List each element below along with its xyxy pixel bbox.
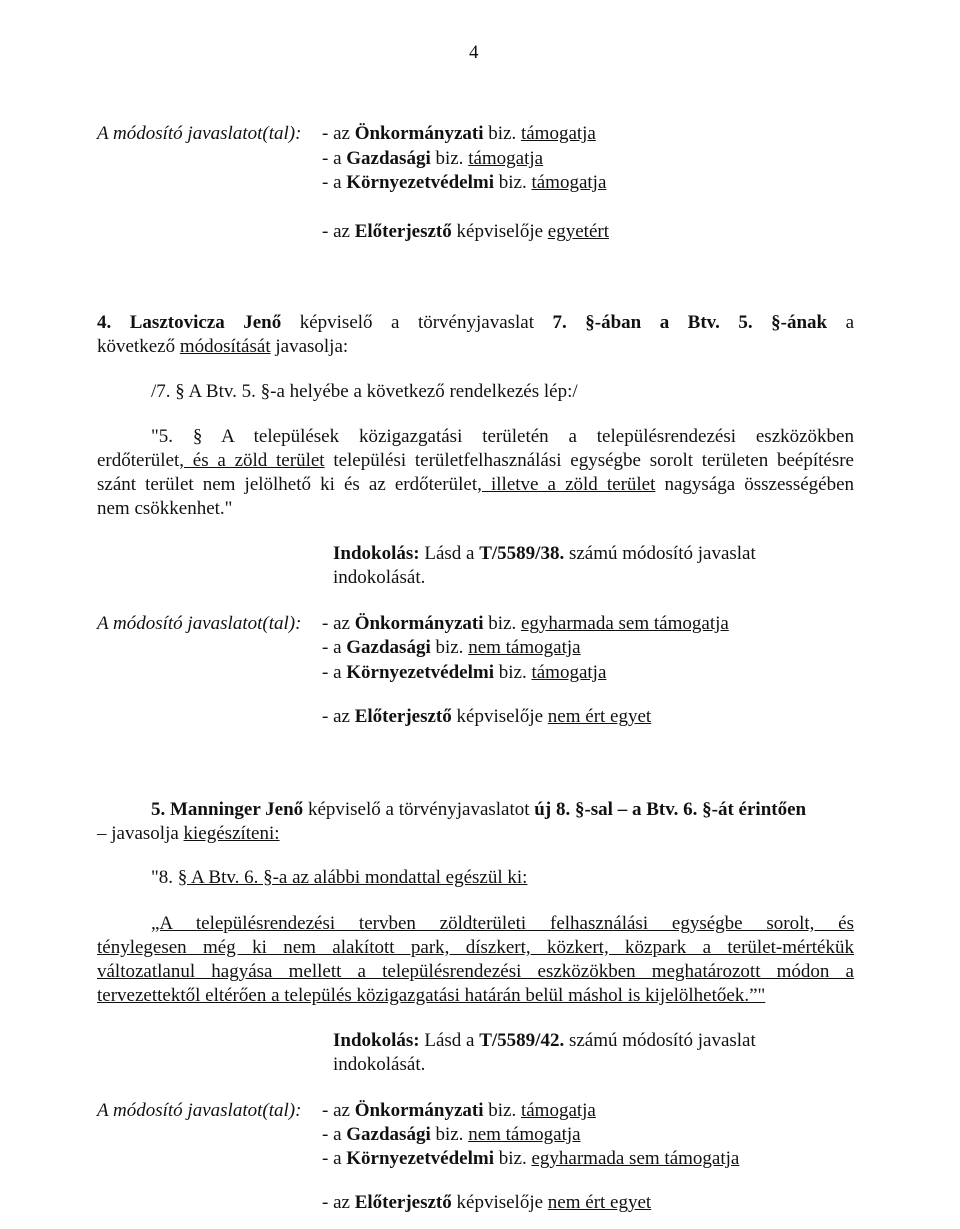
quote-line: tervezettektől eltérően a település közigazgatási határán belül máshol is kijelölhetőek.”"	[97, 985, 766, 1006]
item-heading: 4. Lasztovicza Jenő képviselő a törvényjavaslat 7. §-ában a Btv. 5. §-ának a	[97, 312, 855, 333]
vote-line: - a Gazdasági biz. támogatja	[322, 148, 544, 169]
amendment-directive: "8. § A Btv. 6. §-a az alábbi mondattal egészül ki:	[151, 867, 528, 888]
quote-line: szánt terület nem jelölhető ki és az erdőterület, illetve a zöld terület nagysága összességében	[97, 474, 855, 495]
vote-line: - az Önkormányzati biz. támogatja	[322, 1100, 596, 1121]
vote-line: - az Előterjesztő képviselője nem ért egyet	[322, 1192, 652, 1213]
vote-line: - a Gazdasági biz. nem támogatja	[322, 1124, 581, 1145]
vote-heading: A módosító javaslatot(tal):	[97, 1100, 302, 1121]
vote-line: - a Gazdasági biz. nem támogatja	[322, 637, 581, 658]
page-number: 4	[469, 42, 479, 63]
justification: Indokolás: Lásd a T/5589/38. számú módosító javaslat	[333, 543, 756, 564]
justification-cont: indokolását.	[333, 1054, 426, 1075]
vote-line: - a Környezetvédelmi biz. támogatja	[322, 172, 607, 193]
vote-line: - a Környezetvédelmi biz. egyharmada sem támogatja	[322, 1148, 740, 1169]
quote-line: „A településrendezési tervben zöldterületi felhasználási egységbe sorolt, és	[151, 913, 854, 934]
vote-line: - az Önkormányzati biz. támogatja	[322, 123, 596, 144]
vote-line: - a Környezetvédelmi biz. támogatja	[322, 662, 607, 683]
vote-heading: A módosító javaslatot(tal):	[97, 613, 302, 634]
quote-line: "5. § A települések közigazgatási területén a településrendezési eszközökben	[151, 426, 854, 447]
quote-line: erdőterület, és a zöld terület települési területfelhasználási egységbe sorolt területen beépítésre	[97, 450, 854, 471]
item-heading-cont: – javasolja kiegészíteni:	[97, 823, 280, 844]
vote-line: - az Előterjesztő képviselője nem ért egyet	[322, 706, 652, 727]
vote-line: - az Előterjesztő képviselője egyetért	[322, 221, 609, 242]
justification-cont: indokolását.	[333, 567, 426, 588]
vote-heading: A módosító javaslatot(tal):	[97, 123, 302, 144]
item-heading: 5. Manninger Jenő képviselő a törvényjavaslatot új 8. §-sal – a Btv. 6. §-át érintően	[151, 799, 807, 820]
amendment-directive: /7. § A Btv. 5. §-a helyébe a következő rendelkezés lép:/	[151, 381, 578, 402]
quote-line: nem csökkenhet."	[97, 498, 233, 519]
item-heading-cont: következő módosítását javasolja:	[97, 336, 349, 357]
vote-line: - az Önkormányzati biz. egyharmada sem támogatja	[322, 613, 729, 634]
quote-line: változatlanul hagyása mellett a településrendezési eszközökben meghatározott módon a	[97, 961, 854, 982]
quote-line: ténylegesen még ki nem alakított park, díszkert, közkert, közpark a terület-mértékük	[97, 937, 854, 958]
justification: Indokolás: Lásd a T/5589/42. számú módosító javaslat	[333, 1030, 756, 1051]
